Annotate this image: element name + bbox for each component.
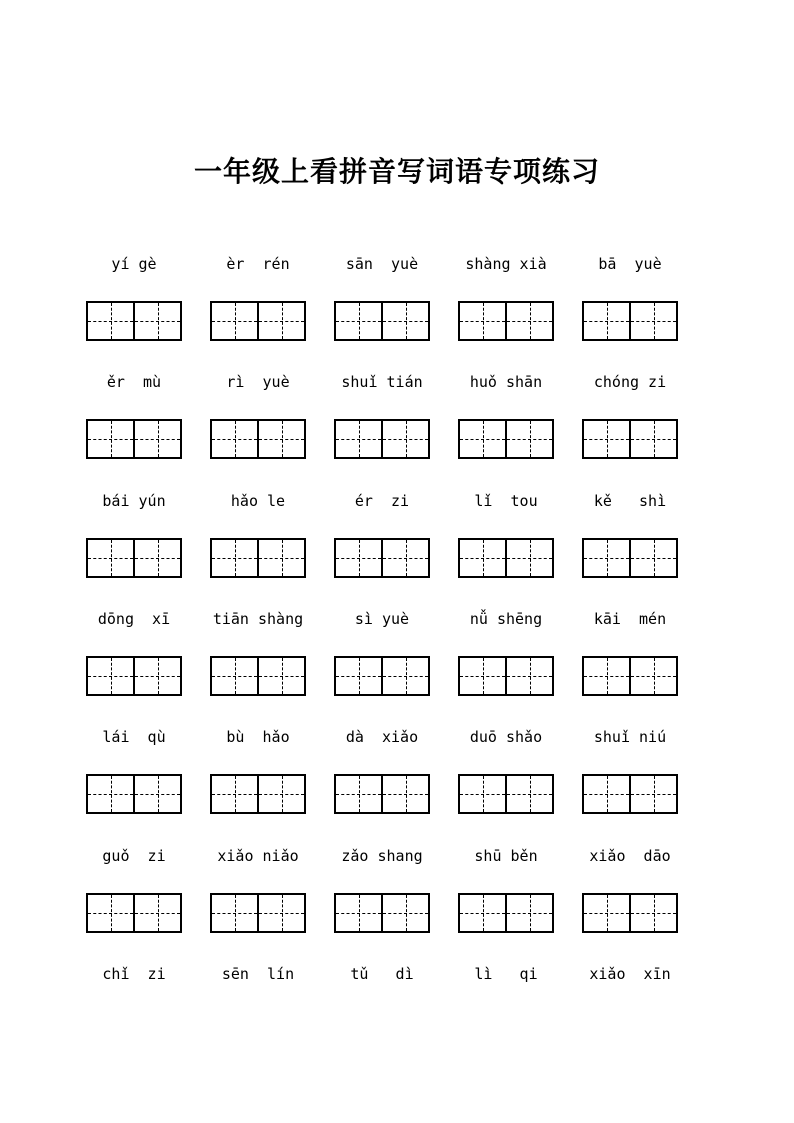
tianzige-cell[interactable] [584,421,629,457]
tianzige-cell[interactable] [460,895,505,931]
tianzige-cell[interactable] [505,303,552,339]
tianzige-cell[interactable] [505,658,552,694]
tianzige-cell[interactable] [460,776,505,812]
writing-box[interactable] [334,301,430,341]
tianzige-cell[interactable] [336,303,381,339]
writing-box[interactable] [582,893,678,933]
pinyin-label: shàng xià [465,255,547,273]
tianzige-cell[interactable] [584,540,629,576]
tianzige-cell[interactable] [505,776,552,812]
writing-box[interactable] [582,301,678,341]
pinyin-label: chóng zi [593,373,667,391]
tianzige-cell[interactable] [133,895,180,931]
tianzige-cell[interactable] [336,776,381,812]
writing-box[interactable] [582,774,678,814]
pinyin-label: tiān shàng [212,610,304,628]
tianzige-cell[interactable] [212,421,257,457]
tianzige-cell[interactable] [584,303,629,339]
writing-box[interactable] [210,419,306,459]
tianzige-cell[interactable] [460,540,505,576]
tianzige-cell[interactable] [257,776,304,812]
tianzige-cell[interactable] [584,895,629,931]
tianzige-cell[interactable] [629,658,676,694]
pinyin-label: shuǐ niú [593,728,667,746]
pinyin-label: yí gè [111,255,157,273]
pinyin-label: tǔ dì [350,965,414,983]
writing-box[interactable] [582,656,678,696]
pinyin-label: xiǎo dāo [589,847,671,865]
pinyin-label: lì qi [474,965,538,983]
tianzige-cell[interactable] [212,776,257,812]
writing-box[interactable] [458,656,554,696]
writing-box[interactable] [210,301,306,341]
tianzige-cell[interactable] [133,540,180,576]
pinyin-label: lǐ tou [474,492,538,510]
writing-box[interactable] [458,301,554,341]
tianzige-cell[interactable] [88,658,133,694]
writing-box[interactable] [210,893,306,933]
tianzige-cell[interactable] [629,540,676,576]
tianzige-cell[interactable] [336,421,381,457]
pinyin-label: èr rén [226,255,290,273]
pinyin-label: ér zi [354,492,410,510]
writing-box[interactable] [86,893,182,933]
tianzige-cell[interactable] [212,658,257,694]
tianzige-cell[interactable] [257,658,304,694]
tianzige-cell[interactable] [381,421,428,457]
tianzige-cell[interactable] [460,421,505,457]
tianzige-cell[interactable] [629,895,676,931]
writing-box[interactable] [334,538,430,578]
writing-box[interactable] [334,774,430,814]
tianzige-cell[interactable] [381,895,428,931]
writing-box[interactable] [334,893,430,933]
tianzige-cell[interactable] [629,421,676,457]
writing-box[interactable] [334,419,430,459]
tianzige-cell[interactable] [133,421,180,457]
tianzige-cell[interactable] [381,540,428,576]
writing-box[interactable] [210,538,306,578]
tianzige-cell[interactable] [584,658,629,694]
pinyin-label: duō shǎo [469,728,543,746]
pinyin-label: kě shì [593,492,667,510]
pinyin-label: lái qù [102,728,166,746]
writing-box[interactable] [86,538,182,578]
pinyin-label: sēn lín [221,965,295,983]
tianzige-cell[interactable] [257,303,304,339]
tianzige-cell[interactable] [336,895,381,931]
writing-box[interactable] [334,656,430,696]
tianzige-cell[interactable] [88,776,133,812]
tianzige-cell[interactable] [133,776,180,812]
tianzige-cell[interactable] [133,658,180,694]
writing-box[interactable] [210,774,306,814]
tianzige-cell[interactable] [460,303,505,339]
pinyin-label: chǐ zi [102,965,166,983]
pinyin-label: xiǎo xīn [589,965,671,983]
writing-box[interactable] [458,893,554,933]
writing-box[interactable] [86,419,182,459]
pinyin-label: sān yuè [345,255,419,273]
writing-box[interactable] [458,419,554,459]
pinyin-label: dà xiǎo [345,728,419,746]
pinyin-label: xiǎo niǎo [217,847,299,865]
writing-box[interactable] [86,656,182,696]
tianzige-cell[interactable] [336,658,381,694]
tianzige-cell[interactable] [584,776,629,812]
writing-box[interactable] [582,419,678,459]
page-title: 一年级上看拼音写词语专项练习 [193,155,600,188]
pinyin-label: shuǐ tián [341,373,423,391]
tianzige-cell[interactable] [257,540,304,576]
tianzige-cell[interactable] [212,303,257,339]
writing-box[interactable] [582,538,678,578]
pinyin-label: guǒ zi [102,847,166,865]
pinyin-label: bā yuè [598,255,662,273]
writing-box[interactable] [458,538,554,578]
tianzige-cell[interactable] [212,540,257,576]
tianzige-cell[interactable] [212,895,257,931]
tianzige-cell[interactable] [629,776,676,812]
tianzige-cell[interactable] [257,421,304,457]
tianzige-cell[interactable] [257,895,304,931]
tianzige-cell[interactable] [505,895,552,931]
tianzige-cell[interactable] [505,540,552,576]
pinyin-label: huǒ shān [469,373,543,391]
pinyin-label: nǚ shēng [469,610,543,628]
pinyin-label: zǎo shang [341,847,423,865]
tianzige-cell[interactable] [460,658,505,694]
tianzige-cell[interactable] [88,303,133,339]
writing-box[interactable] [210,656,306,696]
tianzige-cell[interactable] [381,658,428,694]
pinyin-label: hǎo le [230,492,286,510]
pinyin-label: shū běn [474,847,538,865]
tianzige-cell[interactable] [629,303,676,339]
tianzige-cell[interactable] [88,540,133,576]
writing-box[interactable] [86,301,182,341]
pinyin-label: bái yún [102,492,166,510]
tianzige-cell[interactable] [133,303,180,339]
tianzige-cell[interactable] [381,303,428,339]
pinyin-label: bù hǎo [226,728,290,746]
pinyin-label: sì yuè [354,610,410,628]
pinyin-label: rì yuè [226,373,290,391]
writing-box[interactable] [458,774,554,814]
tianzige-cell[interactable] [381,776,428,812]
tianzige-cell[interactable] [88,895,133,931]
pinyin-label: kāi mén [593,610,667,628]
tianzige-cell[interactable] [336,540,381,576]
pinyin-label: ěr mù [106,373,162,391]
pinyin-label: dōng xī [97,610,171,628]
tianzige-cell[interactable] [88,421,133,457]
tianzige-cell[interactable] [505,421,552,457]
writing-box[interactable] [86,774,182,814]
